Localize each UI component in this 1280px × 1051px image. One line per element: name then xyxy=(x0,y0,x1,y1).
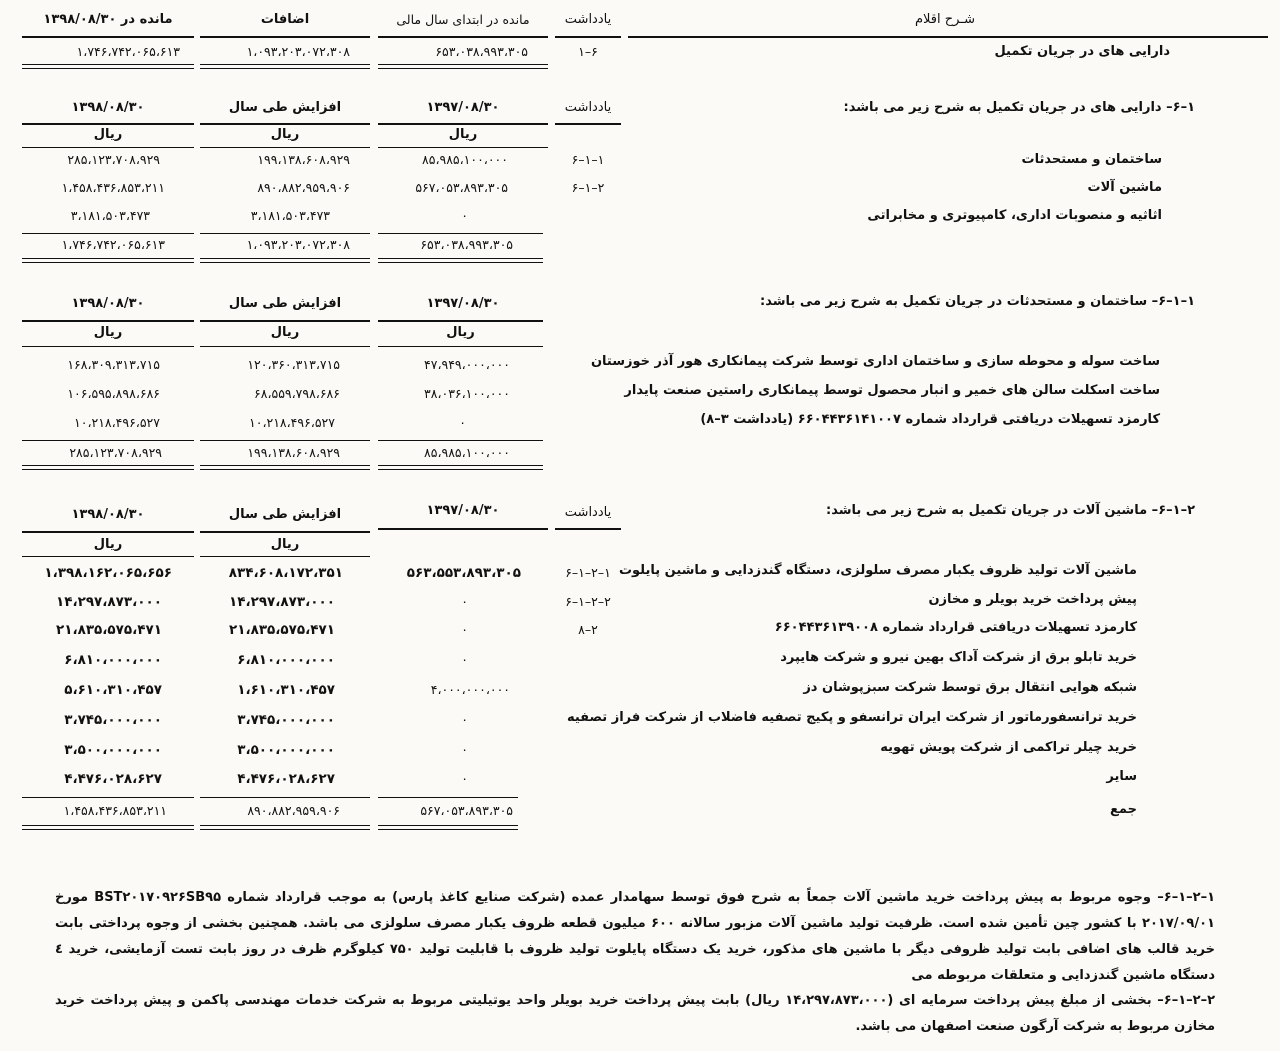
s1-total-1398: ۱،۷۴۶،۷۴۲،۰۶۵،۶۱۳ xyxy=(61,237,165,252)
s2-row-1397: ۳۸،۰۳۶،۱۰۰،۰۰۰ xyxy=(424,386,510,401)
s3-col-1398: ۱۳۹۸/۰۸/۳۰ xyxy=(71,507,145,522)
s3-row-increase: ۱،۶۱۰،۳۱۰،۴۵۷ xyxy=(237,682,335,698)
main-row-note: ۱–۶ xyxy=(578,44,598,59)
s1-total-rule xyxy=(200,233,370,234)
s3-col-1397: ۱۳۹۷/۰۸/۳۰ xyxy=(426,503,500,518)
s3-row-1397: ۰ xyxy=(461,652,468,667)
s2-total-rule xyxy=(22,440,194,441)
s2-row-label: کارمزد تسهیلات دریافتی قرارداد شماره ۶۶۰۴۴۳۶۱۴۱۰۰۷ (یادداشت ۳–۸) xyxy=(700,412,1160,427)
s2-rule xyxy=(200,346,370,347)
s2-row-1398: ۱۰،۲۱۸،۴۹۶،۵۲۷ xyxy=(74,415,160,430)
s2-title: ۱–۱–۶– ساختمان و مستحدثات در جریان تکمیل به شرح زیر می باشد: xyxy=(760,294,1195,309)
s3-total-rule xyxy=(378,797,518,798)
s3-row-1397: ۰ xyxy=(461,712,468,727)
main-row-opening: ۶۵۳،۰۳۸،۹۹۳،۳۰۵ xyxy=(435,44,528,59)
header-rule xyxy=(555,36,621,38)
s2-row-label: ساخت سوله و محوطه سازی و ساختمان اداری توسط شرکت پیمانکاری هور آذر خوزستان xyxy=(590,354,1160,369)
s1-rule xyxy=(378,123,548,125)
s1-row-label: اثاثیه و منصوبات اداری، کامپیوتری و مخابراتی xyxy=(867,208,1162,223)
main-row-label: دارایی های در جریان تکمیل xyxy=(994,44,1170,59)
s3-unit: ریال xyxy=(93,537,123,552)
s2-row-1398: ۱۶۸،۳۰۹،۳۱۳،۷۱۵ xyxy=(67,357,160,372)
s2-total-underline xyxy=(378,465,543,470)
s2-total-increase: ۱۹۹،۱۳۸،۶۰۸،۹۲۹ xyxy=(247,445,340,460)
s1-rule xyxy=(200,123,370,125)
s2-row-label: ساخت اسکلت سالن های خمیر و انبار محصول توسط پیمانکاری راستین صنعت پایدار xyxy=(624,383,1160,398)
s3-row-1398: ۳،۷۴۵،۰۰۰،۰۰۰ xyxy=(64,712,162,728)
s1-row-increase: ۱۹۹،۱۳۸،۶۰۸،۹۲۹ xyxy=(257,152,350,167)
s3-row-1398: ۱،۳۹۸،۱۶۲،۰۶۵،۶۵۶ xyxy=(44,565,172,581)
s2-total-rule xyxy=(378,440,543,441)
s1-row-label: ماشین آلات xyxy=(1087,180,1162,195)
s3-row-1398: ۱۴،۲۹۷،۸۷۳،۰۰۰ xyxy=(55,594,162,610)
s3-row-1397: ۴،۰۰۰،۰۰۰،۰۰۰ xyxy=(430,682,510,697)
header-rule xyxy=(200,36,370,38)
s3-row-1398: ۲۱،۸۳۵،۵۷۵،۴۷۱ xyxy=(55,622,162,638)
s2-total-1397: ۸۵،۹۸۵،۱۰۰،۰۰۰ xyxy=(424,445,510,460)
s1-row-label: ساختمان و مستحدثات xyxy=(1021,152,1162,167)
s2-col-increase: افزایش طی سال xyxy=(228,296,342,311)
s3-unit: ریال xyxy=(270,537,300,552)
s3-row-increase: ۶،۸۱۰،۰۰۰،۰۰۰ xyxy=(237,652,335,668)
header-rule xyxy=(22,36,194,38)
s1-total-underline xyxy=(378,258,543,263)
s1-total-rule xyxy=(378,233,543,234)
s1-total-increase: ۱،۰۹۳،۲۰۳،۰۷۲،۳۰۸ xyxy=(246,237,350,252)
s3-row-label: کارمزد تسهیلات دریافتی قرارداد شماره ۶۶۰۴۴۳۶۱۳۹۰۰۸ xyxy=(774,620,1137,635)
s3-total-underline xyxy=(200,825,370,830)
header-closing: مانده در ۱۳۹۸/۰۸/۳۰ xyxy=(43,12,173,27)
s1-total-underline xyxy=(22,258,194,263)
s3-row-1397: ۰ xyxy=(461,771,468,786)
s2-total-underline xyxy=(22,465,194,470)
s3-row-increase: ۴،۴۷۶،۰۲۸،۶۲۷ xyxy=(237,771,335,787)
s3-row-increase: ۳،۷۴۵،۰۰۰،۰۰۰ xyxy=(237,712,335,728)
s2-row-1397: ۰ xyxy=(459,415,466,430)
s3-rule xyxy=(555,528,621,530)
s1-total-rule xyxy=(22,233,194,234)
s3-row-label: سایر xyxy=(1106,769,1137,784)
s3-rule xyxy=(200,556,370,557)
s3-row-increase: ۸۳۴،۶۰۸،۱۷۲،۳۵۱ xyxy=(228,565,343,581)
s3-row-increase: ۳،۵۰۰،۰۰۰،۰۰۰ xyxy=(237,742,335,758)
s3-row-1397: ۵۶۳،۵۵۳،۸۹۳،۳۰۵ xyxy=(406,565,521,581)
main-row-underline xyxy=(378,64,548,69)
s3-total-1398: ۱،۴۵۸،۴۳۶،۸۵۳،۲۱۱ xyxy=(63,803,167,818)
s1-note-header: یادداشت xyxy=(564,100,612,115)
main-row-underline xyxy=(200,64,370,69)
s1-title: ۱–۶– دارایی های در جریان تکمیل به شرح زیر می باشد: xyxy=(843,100,1195,115)
s2-col-1398: ۱۳۹۸/۰۸/۳۰ xyxy=(71,296,145,311)
s2-unit: ریال xyxy=(446,325,475,340)
s3-title: ۲–۱–۶– ماشین آلات در جریان تکمیل به شرح زیر می باشد: xyxy=(826,503,1195,518)
s3-row-1398: ۶،۸۱۰،۰۰۰،۰۰۰ xyxy=(64,652,162,668)
s3-rule xyxy=(200,531,370,533)
s3-row-note: ۶–۱–۲–۲ xyxy=(565,594,611,609)
s3-row-1397: ۰ xyxy=(461,594,468,609)
s1-rule xyxy=(200,147,370,148)
s3-total-increase: ۸۹۰،۸۸۲،۹۵۹،۹۰۶ xyxy=(247,803,340,818)
s2-rule xyxy=(22,320,194,322)
s2-row-increase: ۱۲۰،۳۶۰،۳۱۳،۷۱۵ xyxy=(247,357,340,372)
s3-row-label: شبکه هوایی انتقال برق توسط شرکت سبزپوشان دز xyxy=(803,680,1137,695)
s3-row-increase: ۱۴،۲۹۷،۸۷۳،۰۰۰ xyxy=(228,594,335,610)
s2-row-increase: ۱۰،۲۱۸،۴۹۶،۵۲۷ xyxy=(249,415,335,430)
s3-row-label: ماشین آلات تولید ظروف یکبار مصرف سلولزی، دستگاه گندزدایی و ماشین پایلوت xyxy=(618,563,1137,578)
s1-row-1398: ۳،۱۸۱،۵۰۳،۴۷۳ xyxy=(70,208,150,223)
s3-total-rule xyxy=(200,797,370,798)
s2-row-increase: ۶۸،۵۵۹،۷۹۸،۶۸۶ xyxy=(254,386,340,401)
header-additions: اضافات xyxy=(260,12,310,27)
s2-total-underline xyxy=(200,465,370,470)
s2-rule xyxy=(200,320,370,322)
s2-col-1397: ۱۳۹۷/۰۸/۳۰ xyxy=(426,296,500,311)
s3-total-rule xyxy=(22,797,194,798)
main-row-additions: ۱،۰۹۳،۲۰۳،۰۷۲،۳۰۸ xyxy=(246,44,350,59)
s3-row-note: ۸–۲ xyxy=(578,622,598,637)
s3-row-1398: ۴،۴۷۶،۰۲۸،۶۲۷ xyxy=(64,771,162,787)
s2-total-rule xyxy=(200,440,370,441)
main-row-closing: ۱،۷۴۶،۷۴۲،۰۶۵،۶۱۳ xyxy=(76,44,180,59)
s1-row-1398: ۱،۴۵۸،۴۳۶،۸۵۳،۲۱۱ xyxy=(61,180,165,195)
s1-rule xyxy=(378,147,548,148)
s1-total-1397: ۶۵۳،۰۳۸،۹۹۳،۳۰۵ xyxy=(420,237,513,252)
s1-unit: ریال xyxy=(270,127,300,142)
s1-row-1398: ۲۸۵،۱۲۳،۷۰۸،۹۲۹ xyxy=(67,152,160,167)
header-opening: مانده در ابتدای سال مالی xyxy=(396,12,530,27)
s3-row-note: ۶–۱–۲–۱ xyxy=(565,565,611,580)
s1-row-1397: ۵۶۷،۰۵۳،۸۹۳،۳۰۵ xyxy=(415,180,508,195)
s3-row-label: خرید ترانسفورماتور از شرکت ایران ترانسفو و پکیج تصفیه فاضلاب از شرکت فراز تصفیه xyxy=(566,710,1137,725)
s3-total-label: جمع xyxy=(1110,802,1137,817)
s1-rule xyxy=(22,123,194,125)
s2-rule xyxy=(378,320,543,322)
s1-row-note: ۶–۱–۲ xyxy=(571,180,605,195)
s3-total-1397: ۵۶۷،۰۵۳،۸۹۳،۳۰۵ xyxy=(420,803,513,818)
s2-rule xyxy=(378,346,543,347)
s3-row-1397: ۰ xyxy=(461,622,468,637)
note-paragraph: ۱–۲–۱–۶– وجوه مربوط به پیش پرداخت خرید ماشین آلات جمعاً به شرح فوق توسط سهامدار عمده (شرکت صنایع کاغذ پارس) به موجب قرارداد شماره BST۲۰۱۷۰۹۲۶SB۹۵ مورخ ۲۰۱۷/۰۹/۰۱ با کشور چین تأمین شده است. ظرفیت تولید ماشین آلات مزبور سالانه ۶۰۰ میلیون قطعه ظروف یکبار مصرف سلولزی می باشد. همچنین بخشی از وجوه پرداختی بابت خرید قالب های اضافی بابت تولید ظروفی دیگر با ماشین های مذکور، خرید یک دستگاه پایلوت تولید ظروف با قابلیت تولید ۷۵۰ کیلوگرم ظرف در روز بابت تست آزمایشی، خرید ٤ دستگاه ماشین گندزدایی و متعلقات مربوطه می xyxy=(55,890,1215,983)
s1-col-1398: ۱۳۹۸/۰۸/۳۰ xyxy=(71,100,145,115)
s1-row-1397: ۰ xyxy=(461,208,468,223)
s3-total-underline xyxy=(378,825,518,830)
s1-row-note: ۶–۱–۱ xyxy=(571,152,605,167)
s2-unit: ریال xyxy=(270,325,300,340)
s3-rule xyxy=(22,556,194,557)
s1-row-1397: ۸۵،۹۸۵،۱۰۰،۰۰۰ xyxy=(422,152,508,167)
s3-row-label: خرید تابلو برق از شرکت آداک بهین نیرو و شرکت هایپرد xyxy=(780,650,1137,665)
header-rule xyxy=(378,36,548,38)
s3-row-increase: ۲۱،۸۳۵،۵۷۵،۴۷۱ xyxy=(228,622,335,638)
s1-row-increase: ۸۹۰،۸۸۲،۹۵۹،۹۰۶ xyxy=(257,180,350,195)
s2-total-1398: ۲۸۵،۱۲۳،۷۰۸،۹۲۹ xyxy=(69,445,162,460)
s2-unit: ریال xyxy=(93,325,123,340)
s3-row-1398: ۵،۶۱۰،۳۱۰،۴۵۷ xyxy=(64,682,162,698)
main-row-underline xyxy=(22,64,194,69)
s2-rule xyxy=(22,346,194,347)
s2-row-1398: ۱۰۶،۵۹۵،۸۹۸،۶۸۶ xyxy=(67,386,160,401)
s3-row-label: خرید چیلر تراکمی از شرکت پویش تهویه xyxy=(880,740,1137,755)
s1-row-increase: ۳،۱۸۱،۵۰۳،۴۷۳ xyxy=(250,208,330,223)
s1-unit: ریال xyxy=(93,127,123,142)
header-description: شـرح اقلام xyxy=(914,12,976,27)
s3-col-increase: افزایش طی سال xyxy=(228,507,342,522)
s1-col-1397: ۱۳۹۷/۰۸/۳۰ xyxy=(426,100,500,115)
s3-rule xyxy=(378,528,548,530)
s2-row-1397: ۴۷،۹۴۹،۰۰۰،۰۰۰ xyxy=(424,357,510,372)
header-note: یادداشت xyxy=(564,12,612,27)
note-paragraph: ۲–۲–۱–۶– بخشی از مبلغ پیش پرداخت سرمایه ای (۱۴،۲۹۷،۸۷۳،۰۰۰ ریال) بابت پیش پرداخت خرید بویلر واحد یوتیلیتی مربوط به شرکت خدمات مهندسی پاکمن و پیش پرداخت خرید مخازن مربوط به شرکت آرگون صنعت اصفهان می باشد. xyxy=(55,993,1215,1034)
s3-row-1398: ۳،۵۰۰،۰۰۰،۰۰۰ xyxy=(64,742,162,758)
s3-rule xyxy=(22,531,194,533)
s1-rule xyxy=(22,147,194,148)
s3-row-label: پیش پرداخت خرید بویلر و مخازن xyxy=(928,592,1137,607)
s3-note-header: یادداشت xyxy=(564,505,612,520)
s3-total-underline xyxy=(22,825,194,830)
s1-rule xyxy=(555,123,621,125)
s1-total-underline xyxy=(200,258,370,263)
s3-row-1397: ۰ xyxy=(461,742,468,757)
header-rule xyxy=(628,36,1268,38)
s1-col-increase: افزایش طی سال xyxy=(228,100,342,115)
s1-unit: ریال xyxy=(448,127,478,142)
